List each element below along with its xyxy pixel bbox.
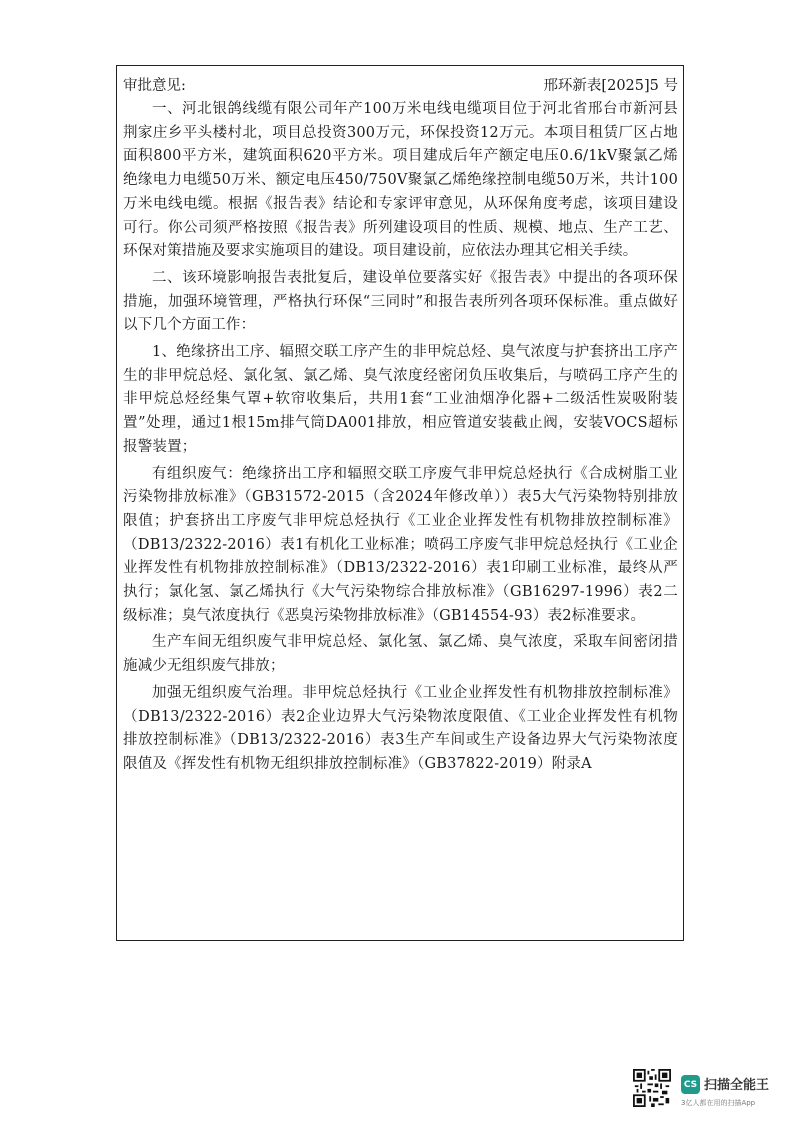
camscanner-logo-icon: CS	[681, 1075, 700, 1094]
camscanner-slogan: 3亿人都在用的扫描App	[681, 1099, 756, 1107]
approval-label: 审批意见:	[123, 78, 186, 94]
approval-body	[123, 98, 678, 777]
paragraph-requirements-intro: 二、该环境影响报告表批复后，建设单位要落实好《报告表》中提出的各项环保措施，加强环境管理，严格执行环保“三同时”和报告表所列各项环保标准。重点做好以下几个方面工作：	[123, 269, 678, 334]
document-number: 邢环新表[2025]5 号	[543, 78, 678, 94]
paragraph-fugitive-emission-standards: 加强无组织废气治理。非甲烷总烃执行《工业企业挥发性有机物排放控制标准》（DB13/2322-2016）表2企业边界大气污染物浓度限值、《工业企业挥发性有机物排放控制标准》（DB13/2322-2016）表3生产车间或生产设备边界大气污染物浓度限值及《挥发性有机物无组织排放控制标准》（GB37822-2019）附录A	[123, 684, 678, 772]
paragraph-organized-emission-standards: 有组织废气：绝缘挤出工序和辐照交联工序废气非甲烷总烃执行《合成树脂工业污染物排放标准》（GB31572-2015（含2024年修改单））表5大气污染物特别排放限值；护套挤出工序废气非甲烷总烃执行《工业企业挥发性有机物排放控制标准》（DB13/2322-2016）表1有机化工业标准；喷码工序废气非甲烷总烃执行《工业企业挥发性有机物排放控制标准》（DB13/2322-2016）表1印刷工业标准，最终从严执行；氯化氢、氯乙烯执行《大气污染物综合排放标准》（GB16297-1996）表2二级标准；臭气浓度执行《恶臭污染物排放标准》（GB14554-93）表2标准要求。	[123, 465, 678, 624]
paragraph-project-overview: 一、河北银鸽线缆有限公司年产100万米电线电缆项目位于河北省邢台市新河县荆家庄乡平头楼村北，项目总投资300万元，环保投资12万元。本项目租赁厂区占地面积800平方米，建筑面积620平方米。项目建成后年产额定电压0.6/1kV聚氯乙烯绝缘电力电缆50万米、额定电压450/750V聚氯乙烯绝缘控制电缆50万米，共计100万米电线电缆。根据《报告表》结论和专家评审意见，从环保角度考虑，该项目建设可行。你公司须严格按照《报告表》所列建设项目的性质、规模、地点、生产工艺、环保对策措施及要求实施项目的建设。项目建设前，应依法办理其它相关手续。	[123, 101, 678, 260]
qr-code-icon	[633, 1069, 671, 1107]
paragraph-fugitive-emission-measures: 生产车间无组织废气非甲烷总烃、氯化氢、氯乙烯、臭气浓度，采取车间密闭措施减少无组织废气排放；	[123, 634, 678, 675]
approval-header	[123, 76, 678, 96]
paragraph-exhaust-treatment: 1、绝缘挤出工序、辐照交联工序产生的非甲烷总烃、臭气浓度与护套挤出工序产生的非甲烷总烃、氯化氢、氯乙烯、臭气浓度经密闭负压收集后，与喷码工序产生的非甲烷总烃经集气罩+软帘收集后，共用1套“工业油烟净化器+二级活性炭吸附装置”处理，通过1根15m排气筒DA001排放，相应管道安装截止阀，安装VOCS超标报警装置；	[123, 344, 678, 455]
camscanner-name: 扫描全能王	[704, 1078, 770, 1093]
